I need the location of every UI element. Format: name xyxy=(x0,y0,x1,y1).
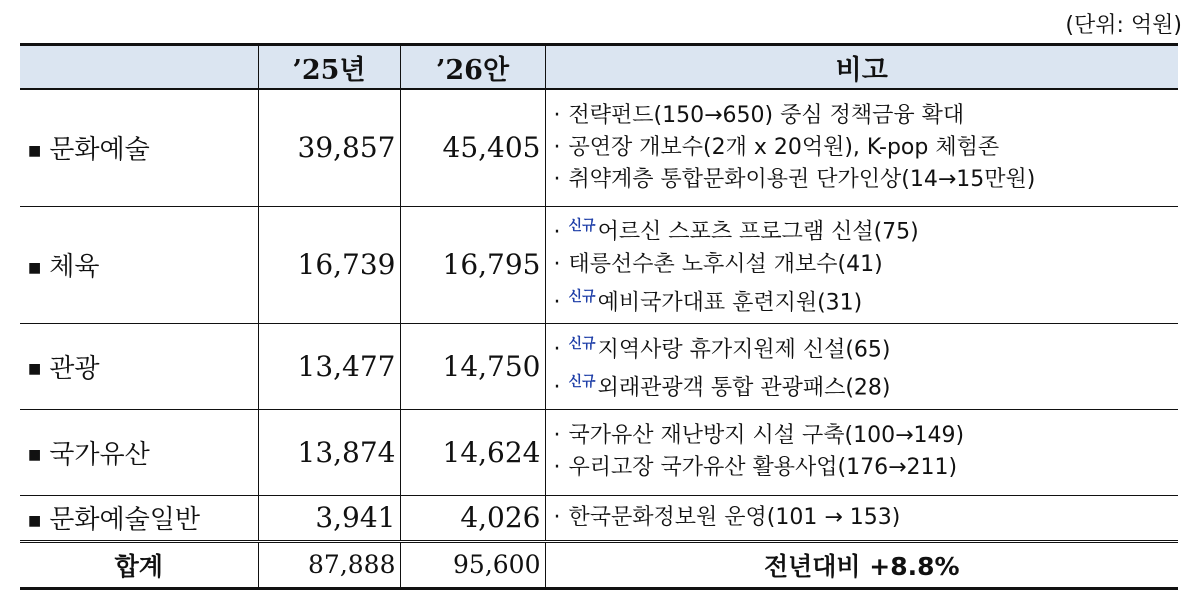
notes-cell xyxy=(545,495,1178,541)
note-text: 태릉선수촌 노후시설 개보수(41) xyxy=(568,251,883,277)
table-row xyxy=(20,495,1178,541)
note-text: 전략펀드(150→650) 중심 정책금융 확대 xyxy=(568,102,965,128)
note-text: 예비국가대표 훈련지원(31) xyxy=(597,289,863,315)
value-2026: 45,405 xyxy=(400,89,545,206)
new-tag: 신규 xyxy=(568,374,596,390)
table-header-row xyxy=(20,45,1178,90)
note-text: 우리고장 국가유산 활용사업(176→211) xyxy=(568,455,958,480)
category-cell xyxy=(20,495,258,541)
middle-dot-icon: · xyxy=(553,337,561,362)
table-row xyxy=(20,409,1178,495)
note-item xyxy=(554,132,1179,164)
bullet-icon: ■ xyxy=(28,512,42,529)
category-cell xyxy=(20,409,258,495)
bullet-icon: ■ xyxy=(28,259,42,276)
note-item xyxy=(554,281,1179,319)
middle-dot-icon: · xyxy=(553,102,561,128)
unit-label: (단위: 억원) xyxy=(1065,13,1182,38)
value-2026: 16,795 xyxy=(400,206,545,323)
value-2025: 3,941 xyxy=(258,495,400,541)
note-item xyxy=(554,502,1179,534)
total-note: 전년대비 +8.8% xyxy=(545,541,1178,588)
total-row xyxy=(20,541,1178,588)
category-label: 문화예술일반 xyxy=(49,505,200,535)
new-tag: 신규 xyxy=(568,288,596,305)
table-row xyxy=(20,206,1178,323)
note-item xyxy=(554,249,1179,281)
note-text: 취약계층 통합문화이용권 단가인상(14→15만원) xyxy=(568,166,1036,192)
value-2026: 14,750 xyxy=(400,323,545,409)
note-item xyxy=(554,452,1179,484)
category-cell xyxy=(20,206,258,323)
note-text: 한국문화정보원 운영(101 → 153) xyxy=(568,504,901,530)
header-2026: ’26안 xyxy=(400,45,545,90)
notes-cell xyxy=(545,323,1178,409)
middle-dot-icon: · xyxy=(553,134,561,160)
bullet-icon: ■ xyxy=(28,447,42,463)
budget-table xyxy=(20,43,1178,590)
category-label: 문화예술 xyxy=(49,135,150,166)
middle-dot-icon: · xyxy=(553,166,561,192)
value-2025: 39,857 xyxy=(258,89,400,206)
note-text: 지역사랑 휴가지원제 신설(65) xyxy=(597,337,891,362)
value-2026: 4,026 xyxy=(400,495,545,541)
note-text: 공연장 개보수(2개 x 20억원), K-pop 체험존 xyxy=(568,134,1000,160)
note-item xyxy=(554,164,1179,196)
middle-dot-icon: · xyxy=(553,504,561,530)
value-2025: 16,739 xyxy=(258,206,400,323)
category-label: 관광 xyxy=(49,353,100,384)
category-label: 체육 xyxy=(49,252,100,282)
middle-dot-icon: · xyxy=(553,455,561,480)
value-2026: 14,624 xyxy=(400,409,545,495)
new-tag: 신규 xyxy=(568,335,596,352)
total-2025: 87,888 xyxy=(258,541,400,588)
notes-cell xyxy=(545,206,1178,323)
middle-dot-icon: · xyxy=(553,423,561,448)
middle-dot-icon: · xyxy=(553,219,561,245)
header-notes: 비고 xyxy=(545,45,1178,90)
notes-cell xyxy=(545,409,1178,495)
note-text: 국가유산 재난방지 시설 구축(100→149) xyxy=(568,423,965,448)
note-item xyxy=(554,328,1179,366)
note-item xyxy=(554,420,1179,452)
total-2026: 95,600 xyxy=(400,541,545,588)
value-2025: 13,477 xyxy=(258,323,400,409)
note-item xyxy=(554,366,1179,404)
category-label: 국가유산 xyxy=(49,439,150,470)
table-row xyxy=(20,323,1178,409)
table-row xyxy=(20,89,1178,206)
new-tag: 신규 xyxy=(568,218,596,235)
category-cell xyxy=(20,89,258,206)
header-category xyxy=(20,45,258,90)
middle-dot-icon: · xyxy=(553,375,561,401)
category-cell xyxy=(20,323,258,409)
bullet-icon: ■ xyxy=(28,361,42,377)
total-label: 합계 xyxy=(20,541,258,588)
bullet-icon: ■ xyxy=(28,142,42,159)
middle-dot-icon: · xyxy=(553,289,561,315)
value-2025: 13,874 xyxy=(258,409,400,495)
note-item xyxy=(554,210,1179,248)
note-text: 외래관광객 통합 관광패스(28) xyxy=(597,375,891,401)
notes-cell xyxy=(545,89,1178,206)
header-2025: ’25년 xyxy=(258,45,400,90)
note-item xyxy=(554,100,1179,132)
note-text: 어르신 스포츠 프로그램 신설(75) xyxy=(597,219,919,245)
middle-dot-icon: · xyxy=(553,251,561,277)
table-body xyxy=(20,89,1178,541)
